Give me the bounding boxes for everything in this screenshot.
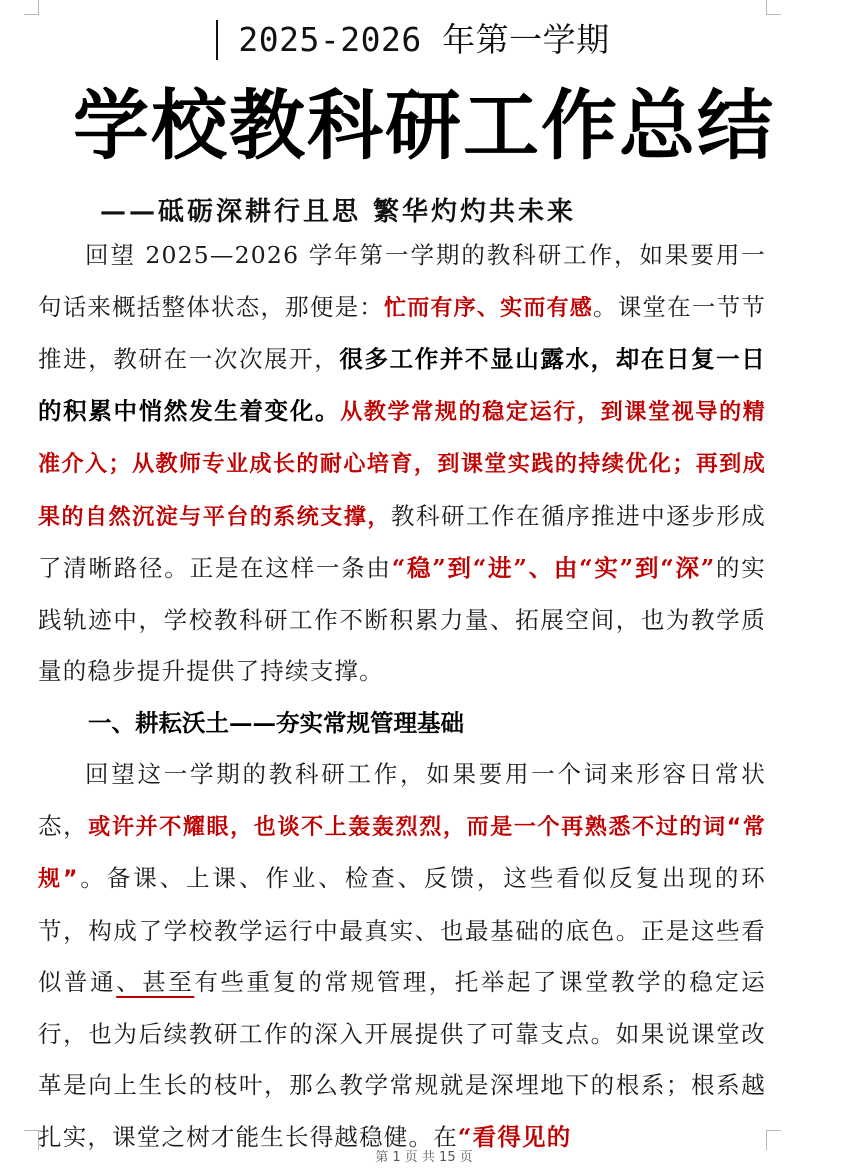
crop-mark-bottom-left-h <box>24 1130 39 1131</box>
section-1-text-3: 有些重复的常规管理，托举起了课堂教学的稳定运行，也为后续教研工作的深入开展提供了可靠支点。如果说课堂改革是向上生长的枝叶，那么教学常规就是深埋地下的根系；根系越扎实，课堂之树才能生长得越稳健。在 <box>38 968 767 1151</box>
crop-mark-top-left <box>38 0 39 14</box>
intro-highlight-2: 从教学常规的稳定运行，到课堂视导的精准介入；从教师专业成长的耐心培育，到课堂实践的持续优化；再到成果的自然沉淀与平台的系统支撑， <box>38 399 766 530</box>
intro-paragraph <box>38 230 766 698</box>
page-footer: 第 1 页 共 15 页 <box>375 1150 473 1165</box>
document-subtitle: ——砥砺深耕行且思 繁华灼灼共未来 <box>100 197 577 227</box>
intro-text-2: 。课堂在一节节推进，教研在一次次展开， <box>38 292 766 373</box>
document-body[interactable] <box>38 230 766 1163</box>
document-title: 学校教科研工作总结 <box>73 81 775 170</box>
section-1-highlight-1: 或许并不耀眼，也谈不上轰轰烈烈，而是一个再熟悉不过的词“常规” <box>38 814 766 892</box>
section-1-text-2: 。备课、上课、作业、检查、反馈，这些看似反复出现的环节，构成了学校教学运行中最真实、也最基础的底色。正是这些看似普通 <box>38 864 767 996</box>
semester-line: 2025-2026 年第一学期 <box>238 20 610 59</box>
crop-mark-top-left-h <box>24 14 39 15</box>
section-1-heading: 一、耕耘沃土——夯实常规管理基础 <box>88 708 464 737</box>
text-cursor <box>216 20 218 60</box>
section-1-underlined: 、甚至 <box>116 968 195 996</box>
section-1-text-1: 回望这一学期的教科研工作，如果要用一个词来形容日常状态， <box>38 760 766 840</box>
intro-highlight-1: 忙而有序、实而有感 <box>384 295 593 321</box>
section-1-highlight-2: “看得见的 <box>457 1122 572 1151</box>
crop-mark-bottom-right-h <box>766 1130 781 1131</box>
section-1-paragraph <box>38 749 766 1163</box>
intro-text-4: 的实践轨迹中，学校教科研工作不断积累力量、拓展空间，也为教学质量的稳步提升提供了持续支撑。 <box>38 554 766 685</box>
intro-text-1: 回望 2025—2026 学年第一学期的教科研工作，如果要用一句话来概括整体状态，那便是： <box>38 241 766 321</box>
crop-mark-bottom-right <box>766 1130 767 1150</box>
crop-mark-top-right-h <box>766 14 781 15</box>
crop-mark-top-right <box>766 0 767 14</box>
intro-text-3: 教科研工作在循序推进中逐步形成了清晰路径。正是在这样一条由 <box>38 501 767 582</box>
intro-highlight-3: “稳”到“进”、由“实”到“深” <box>391 554 716 582</box>
intro-bold-1: 很多工作并不显山露水，却在日复一日的积累中悄然发生着变化。 <box>38 345 766 425</box>
